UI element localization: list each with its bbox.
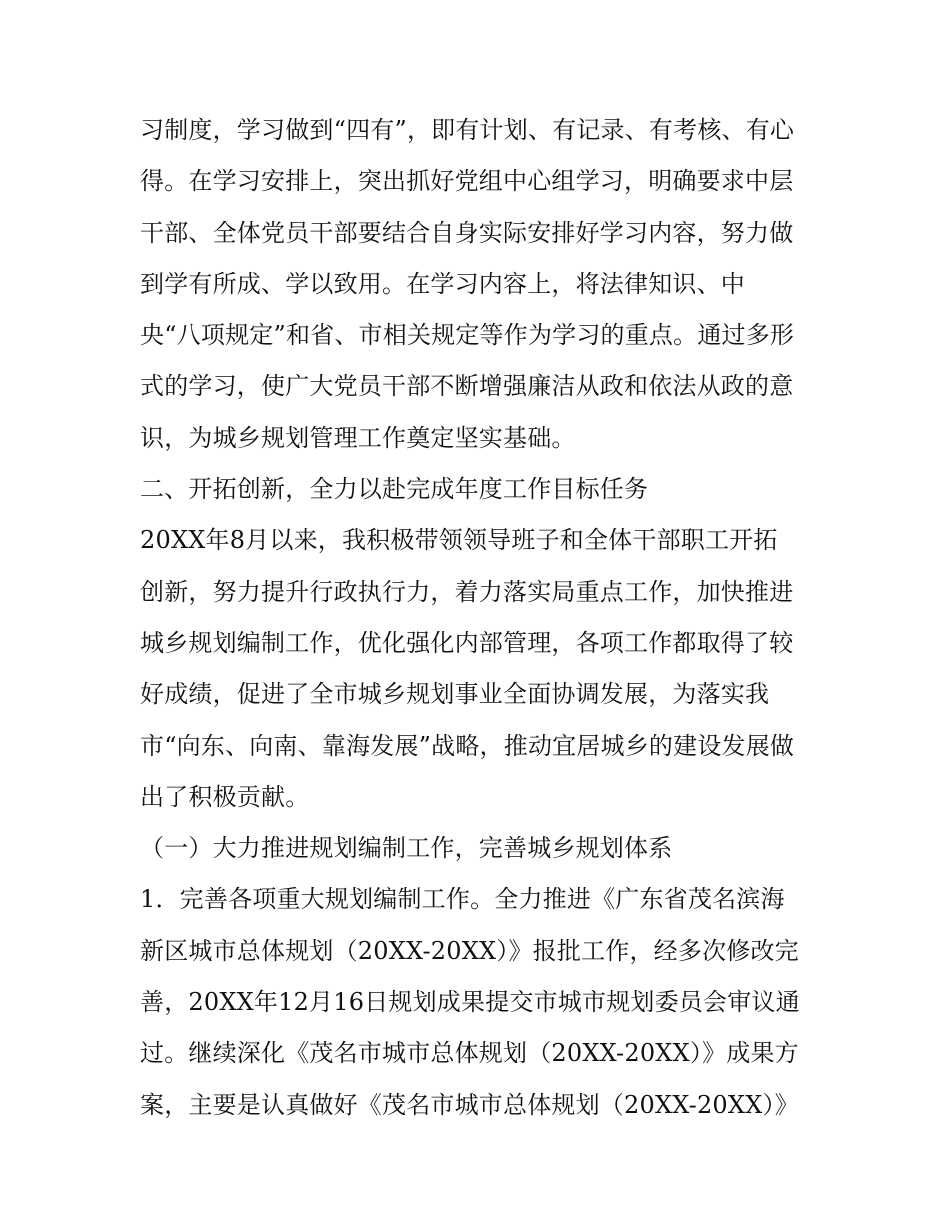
- subsection-heading: （一）大力推进规划编制工作，完善城乡规划体系: [140, 834, 673, 863]
- text-line: 1．完善各项重大规划编制工作。全力推进《广东省茂名滨海: [140, 885, 785, 914]
- text-line: 式的学习，使广大党员干部不断增强廉洁从政和依法从政的意: [140, 372, 794, 401]
- text-line: 新区城市总体规划（20XX-20XX）》报批工作，经多次修改完: [140, 936, 799, 965]
- text-line: 干部、全体党员干部要结合自身实际安排好学习内容，努力做: [140, 218, 794, 247]
- text-line: 好成绩，促进了全市城乡规划事业全面协调发展，为落实我: [140, 680, 770, 709]
- text-line: 到学有所成、学以致用。在学习内容上，将法律知识、中: [140, 269, 745, 298]
- text-line: 出了积极贡献。: [140, 782, 310, 811]
- text-line: 习制度，学习做到“四有”，即有计划、有记录、有考核、有心: [140, 116, 795, 144]
- text-line: 得。在学习安排上，突出抓好党组中心组学习，明确要求中层: [140, 167, 794, 196]
- text-line: 创新，努力提升行政执行力，着力落实局重点工作，加快推进: [140, 577, 794, 606]
- document-body: [140, 105, 830, 1131]
- text-line: 过。继续深化《茂名市城市总体规划（20XX-20XX）》成果方: [140, 1039, 799, 1068]
- text-line: 城乡规划编制工作，优化强化内部管理，各项工作都取得了较: [140, 628, 794, 657]
- text-line: 案，主要是认真做好《茂名市城市总体规划（20XX-20XX）》: [140, 1090, 799, 1119]
- text-line: 市“向东、向南、靠海发展”战略，推动宜居城乡的建设发展做: [140, 731, 795, 760]
- section-heading: 二、开拓创新，全力以赴完成年度工作目标任务: [140, 475, 649, 504]
- text-line: 善，20XX年12月16日规划成果提交市城市规划委员会审议通: [140, 988, 800, 1017]
- text-line: 央“八项规定”和省、市相关规定等作为学习的重点。通过多形: [140, 321, 795, 350]
- text-line: 识，为城乡规划管理工作奠定坚实基础。: [140, 423, 576, 452]
- text-line: 20XX年8月以来，我积极带领领导班子和全体干部职工开拓: [140, 526, 778, 555]
